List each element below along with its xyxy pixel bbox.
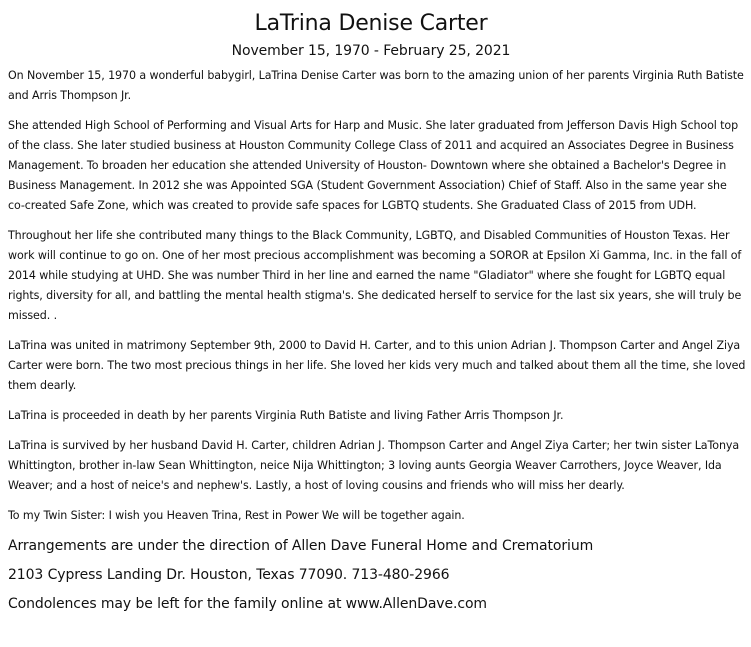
obituary-title: LaTrina Denise Carter [254, 11, 488, 36]
obituary-page [8, 10, 746, 623]
arrangements-line: Arrangements are under the direction of Allen Dave Funeral Home and Crematorium [8, 538, 594, 554]
condolences-line: Condolences may be left for the family online at www.AllenDave.com [8, 596, 487, 612]
paragraph-survived: LaTrina is survived by her husband David H. Carter, children Adrian J. Thompson Carter and Angel Ziya Carter; her twin sister LaTonya Whittington, brother in-law Sean Whittington, neice Nija Whittington; 3 loving aunts Georgia Weaver Carrothers, Joyce Weaver, Ida Weaver; and a host of neice's and nephew's. Lastly, a host of loving cousins and friends who will miss her dearly. [8, 439, 740, 492]
paragraph-marriage: LaTrina was united in matrimony September 9th, 2000 to David H. Carter, and to this union Adrian J. Thompson Carter and Angel Ziya Carter were born. The two most precious things in her life. She loved her kids very much and talked about them all the time, she loved them dearly. [8, 339, 746, 392]
address-line: 2103 Cypress Landing Dr. Houston, Texas 77090. 713-480-2966 [8, 567, 450, 583]
life-dates: November 15, 1970 - February 25, 2021 [231, 43, 511, 59]
paragraph-birth: On November 15, 1970 a wonderful babygirl, LaTrina Denise Carter was born to the amazing union of her parents Virginia Ruth Batiste and Arris Thompson Jr. [8, 69, 744, 102]
obituary-body [8, 66, 746, 526]
paragraph-community: Throughout her life she contributed many things to the Black Community, LGBTQ, and Disabled Communities of Houston Texas. Her work will continue to go on. One of her most precious accomplishment was becoming a SOROR at Epsilon Xi Gamma, Inc. in the fall of 2014 while studying at UHD. She was number Third in her line and earned the name "Gladiator" where she fought for LGBTQ equal rights, diversity for all, and battling the mental health stigma's. She dedicated herself to service for the last six years, she will truly be missed. . [8, 229, 742, 322]
paragraph-preceded: LaTrina is proceeded in death by her parents Virginia Ruth Batiste and living Father Arris Thompson Jr. [8, 409, 564, 422]
paragraph-education: She attended High School of Performing and Visual Arts for Harp and Music. She later graduated from Jefferson Davis High School top of the class. She later studied business at Houston Community College Class of 2011 and acquired an Associates Degree in Business Management. To broaden her education she attended University of Houston- Downtown where she obtained a Bachelor's Degree in Business Management. In 2012 she was Appointed SGA (Student Government Association) Chief of Staff. Also in the same year she co-created Safe Zone, which was created to provide safe spaces for LGBTQ students. She Graduated Class of 2015 from UDH. [8, 119, 739, 212]
paragraph-tribute: To my Twin Sister: I wish you Heaven Trina, Rest in Power We will be together again. [8, 509, 465, 522]
